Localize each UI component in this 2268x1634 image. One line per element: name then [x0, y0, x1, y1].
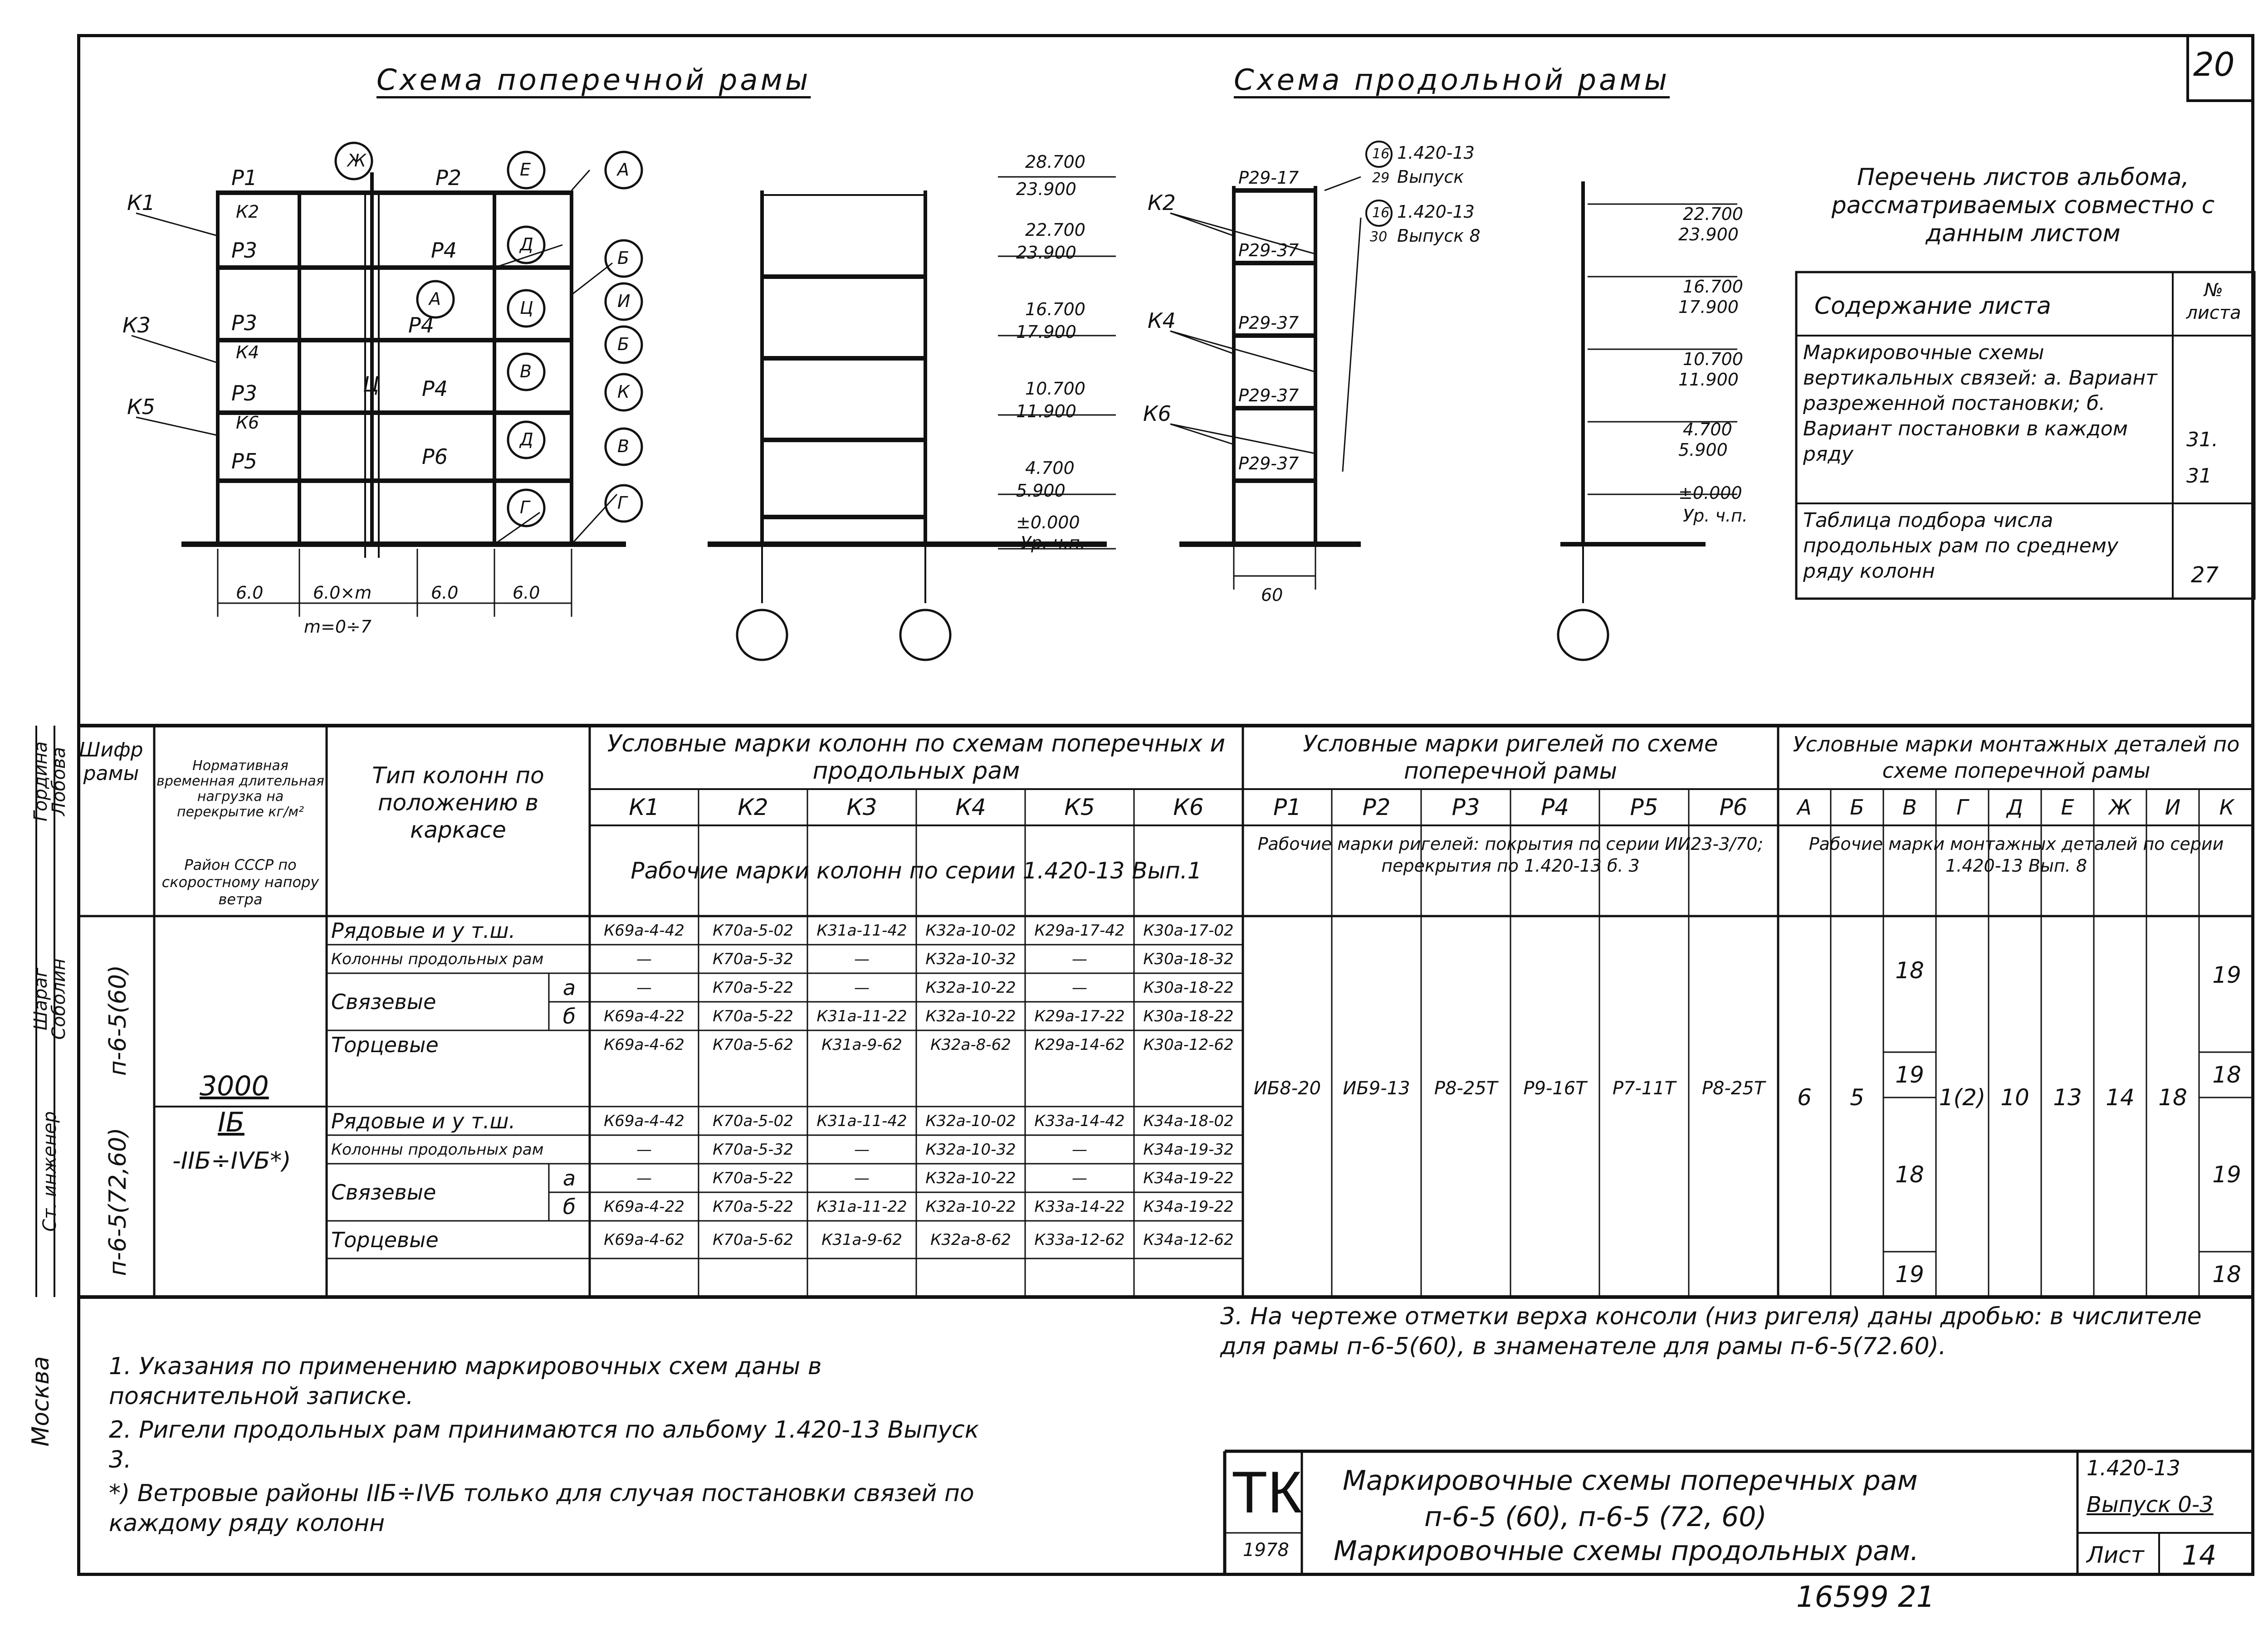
frame-code-1: п-6-5(60) [104, 965, 132, 1076]
th-det-series: Рабочие марки монтажных деталей по серии 1.420-13 Вып. 8 [1809, 834, 2224, 876]
sheet-list-row-1-no: 31. 31 [2186, 428, 2218, 488]
column-mark-cell: — [1072, 1140, 1087, 1159]
th-det-a: А [1797, 795, 1812, 819]
column-mark-cell: К29а-17-42 [1034, 921, 1125, 940]
signature-2: Лобова [49, 747, 69, 816]
axis-circle-b2: Б [617, 334, 630, 354]
long-beam-2: Р29-37 [1238, 240, 1299, 260]
sheet-list-row-2-no: 27 [2191, 562, 2219, 588]
column-mark-cell: К31а-11-42 [816, 921, 907, 940]
beam-label-k6: К6 [236, 413, 259, 433]
column-mark-cell: К34а-19-32 [1143, 1140, 1234, 1159]
sheet-label: Лист [2087, 1542, 2144, 1568]
column-mark-cell: К31а-9-62 [821, 1035, 902, 1054]
det-value-k-1: 19 [2212, 962, 2241, 988]
column-mark-cell: К32а-10-32 [925, 1140, 1016, 1159]
th-col-group: Условные марки колонн по схемам поперечных и продольных рам [607, 730, 1226, 785]
elev-3-bottom: 17.900 [1016, 322, 1076, 342]
column-mark-cell: — [854, 978, 870, 997]
th-type: Тип колонн по положению в каркасе [372, 762, 544, 843]
column-mark-cell: К31а-11-22 [816, 1197, 907, 1216]
span-3: 6.0 [431, 583, 459, 603]
long-beam-3: Р29-37 [1238, 313, 1299, 333]
elev-5-top: 4.700 [1025, 458, 1075, 478]
long-col-k2: К2 [1148, 190, 1176, 215]
column-mark-cell: К34а-19-22 [1143, 1197, 1234, 1216]
ref-2-series: 1.420-13 [1397, 202, 1475, 222]
det-value-g: 1(2) [1939, 1084, 1986, 1111]
det-value-a: 6 [1797, 1084, 1812, 1111]
column-mark-cell: К70а-5-62 [713, 1230, 793, 1249]
th-col-k4: К4 [955, 794, 986, 820]
column-mark-cell: — [854, 1169, 870, 1187]
beam-label-k2: К2 [236, 202, 259, 222]
beam-label-p5: Р5 [231, 449, 258, 473]
column-mark-cell: К69а-4-42 [604, 1112, 684, 1130]
side-elev-2-bottom: 17.900 [1678, 297, 1739, 317]
signature-1: Гордина [30, 741, 51, 822]
ref-1-circle: 16 [1372, 146, 1390, 162]
column-mark-cell: К70а-5-62 [713, 1035, 793, 1054]
long-beam-5: Р29-37 [1238, 454, 1299, 473]
column-mark-cell: — [854, 1140, 870, 1159]
column-mark-cell: К32а-10-22 [925, 1197, 1016, 1216]
column-mark-cell: К29а-14-62 [1034, 1035, 1125, 1054]
beam-label-p3: Р3 [231, 238, 258, 263]
column-mark-cell: К69а-4-42 [604, 921, 684, 940]
ref-2-circle: 16 [1372, 205, 1390, 221]
column-mark-cell: К30а-12-62 [1143, 1035, 1234, 1054]
column-mark-cell: К30а-17-02 [1143, 921, 1234, 940]
th-det-v: В [1902, 795, 1917, 819]
det-value-e: 13 [2053, 1084, 2082, 1111]
sheet-number: 14 [2182, 1540, 2217, 1571]
th-col-k1: К1 [629, 794, 660, 820]
beam-label-p4-2: Р4 [422, 376, 448, 401]
det-value-b: 5 [1850, 1084, 1864, 1111]
title-year: 1978 [1243, 1540, 1289, 1561]
axis-circle-d: Д [520, 234, 533, 254]
column-mark-cell: К32а-8-62 [930, 1230, 1011, 1249]
det-value-v-2: 19 [1895, 1062, 1924, 1088]
load-region: IБ [218, 1107, 244, 1138]
th-load: Нормативная временная длительная нагрузка на перекрытие кг/м² [156, 758, 324, 820]
axis-circle-a2: А [429, 289, 441, 309]
beam-value-p6: Р8-25Т [1701, 1078, 1765, 1099]
col-label-k5: К5 [127, 395, 155, 419]
column-mark-cell: К70а-5-02 [713, 921, 793, 940]
ref-1-series: 1.420-13 [1397, 143, 1475, 163]
column-mark-cell: К29а-17-22 [1034, 1007, 1125, 1025]
load-value: 3000 [200, 1070, 269, 1102]
axis-circle-ts: Ц [520, 298, 533, 318]
column-mark-cell: К70а-5-22 [713, 978, 793, 997]
column-mark-cell: К34а-18-02 [1143, 1112, 1234, 1130]
column-mark-cell: К70а-5-32 [713, 1140, 793, 1159]
column-mark-cell: К69а-4-62 [604, 1230, 684, 1249]
column-mark-cell: К69а-4-22 [604, 1197, 684, 1216]
column-mark-cell: К33а-12-62 [1034, 1230, 1125, 1249]
row-subtype: б [562, 1004, 576, 1029]
title-line-3: Маркировочные схемы продольных рам. [1334, 1535, 1919, 1567]
axis-circle-g2: Г [617, 493, 627, 513]
beam-value-p2: ИБ9-13 [1343, 1078, 1410, 1099]
m-range: m=0÷7 [304, 617, 372, 637]
det-value-k-4: 18 [2212, 1261, 2241, 1288]
city: Москва [27, 1356, 54, 1447]
series-number: 1.420-13 [2087, 1456, 2180, 1480]
axis-circle-d2: Д [520, 429, 533, 449]
side-elev-4-bottom: 5.900 [1678, 440, 1728, 460]
column-mark-cell: — [636, 1140, 652, 1159]
frame-code-2: п-6-5(72,60) [104, 1127, 132, 1276]
det-value-zh: 14 [2106, 1084, 2135, 1111]
th-det-d: Д [2007, 795, 2023, 819]
column-mark-cell: К31а-9-62 [821, 1230, 902, 1249]
row-type: Колонны продольных рам [331, 950, 544, 968]
axis-circle-zh: Ж [347, 151, 366, 171]
note-star: *) Ветровые районы IIБ÷IVБ только для случая постановки связей по каждому ряду колонн [109, 1480, 974, 1537]
long-beam-1: Р29-17 [1238, 168, 1299, 188]
column-mark-cell: — [1072, 950, 1087, 968]
column-mark-cell: К31а-11-42 [816, 1112, 907, 1130]
org-logo: ТК [1232, 1459, 1302, 1525]
det-value-v-4: 19 [1895, 1261, 1924, 1288]
row-type: Связевые [331, 1180, 436, 1205]
det-value-d: 10 [2000, 1084, 2029, 1111]
col-label-k1: К1 [127, 190, 155, 215]
th-beam-group: Условные марки ригелей по схеме поперечной рамы [1303, 731, 1718, 784]
signature-5: Ст. инженер [39, 1111, 60, 1232]
th-det-zh: Ж [2109, 795, 2131, 819]
beam-label-p3-2: Р3 [231, 311, 258, 335]
beam-label-p2: Р2 [435, 166, 462, 190]
long-beam-4: Р29-37 [1238, 385, 1299, 405]
elev-1-bottom: 23.900 [1016, 179, 1076, 199]
det-value-v-1: 18 [1895, 957, 1924, 984]
column-mark-cell: К32а-8-62 [930, 1035, 1011, 1054]
mid-mark: Ц [363, 372, 379, 396]
sheet-list-row-1: Маркировочные схемы вертикальных связей: а. Вариант разреженной постановки; б. Вариант постановки в каждом ряду [1803, 341, 2157, 466]
det-value-v-3: 18 [1895, 1161, 1924, 1188]
column-mark-cell: К32а-10-32 [925, 950, 1016, 968]
column-mark-cell: — [1072, 978, 1087, 997]
note-1: 1. Указания по применению маркировочных схем даны в пояснительной записке. [109, 1353, 822, 1410]
span-1: 6.0 [236, 583, 264, 603]
column-mark-cell: — [854, 950, 870, 968]
th-beam-p4: Р4 [1541, 794, 1569, 820]
th-col-k5: К5 [1064, 794, 1095, 820]
elev-3-top: 16.700 [1025, 299, 1085, 319]
th-col-series: Рабочие марки колонн по серии 1.420-13 Вып.1 [631, 858, 1202, 884]
column-mark-cell: К70а-5-02 [713, 1112, 793, 1130]
axis-circle-a: А [617, 160, 629, 180]
col-label-k3: К3 [122, 313, 151, 337]
column-mark-cell: — [636, 978, 652, 997]
row-type: Рядовые и у т.ш. [331, 1108, 516, 1133]
sheet-list-col-no: № листа [2186, 280, 2241, 323]
th-col-k2: К2 [738, 794, 768, 820]
th-beam-p1: Р1 [1273, 794, 1301, 820]
axis-circle-i: И [617, 291, 631, 311]
beam-label-p3-3: Р3 [231, 381, 258, 405]
column-mark-cell: К32а-10-02 [925, 1112, 1016, 1130]
elev-6-bottom: Ур. ч.п. [1021, 533, 1085, 553]
row-type: Связевые [331, 990, 436, 1014]
signature-3: Шараг [30, 967, 51, 1031]
column-mark-cell: К70а-5-32 [713, 950, 793, 968]
column-mark-cell: К30а-18-32 [1143, 950, 1234, 968]
th-region: Район СССР по скоростному напору ветра [161, 856, 319, 908]
column-mark-cell: К34а-12-62 [1143, 1230, 1234, 1249]
axis-circle-e: Е [520, 160, 531, 180]
row-type: Рядовые и у т.ш. [331, 918, 516, 943]
th-frame: Шифр рамы [79, 738, 143, 785]
th-det-g: Г [1956, 795, 1968, 819]
beam-value-p3: Р8-25Т [1434, 1078, 1498, 1099]
elev-2-bottom: 23.900 [1016, 243, 1076, 263]
column-mark-cell: К32а-10-22 [925, 1007, 1016, 1025]
column-mark-cell: К69а-4-22 [604, 1007, 684, 1025]
side-elev-3-top: 10.700 [1683, 349, 1743, 369]
beam-value-p4: Р9-16Т [1523, 1078, 1587, 1099]
beam-label-p6: Р6 [422, 444, 448, 469]
th-det-k: К [2219, 795, 2234, 819]
long-col-k6: К6 [1143, 401, 1171, 426]
ref-1-circle2: 29 [1372, 170, 1390, 186]
side-elev-1-bottom: 23.900 [1678, 224, 1739, 244]
long-span: 60 [1261, 585, 1283, 605]
side-elev-2-top: 16.700 [1683, 277, 1743, 297]
beam-label-p4-3: Р4 [408, 313, 435, 337]
th-beam-series: Рабочие марки ригелей: покрытия по серии ИИ23-3/70; перекрытия по 1.420-13 б. 3 [1257, 834, 1764, 876]
beam-value-p5: Р7-11Т [1612, 1078, 1676, 1099]
column-mark-cell: К32а-10-22 [925, 978, 1016, 997]
column-mark-cell: К70а-5-22 [713, 1197, 793, 1216]
th-col-k6: К6 [1173, 794, 1204, 820]
elev-2-top: 22.700 [1025, 220, 1085, 240]
stamp-number: 16599 21 [1796, 1580, 1935, 1614]
long-col-k4: К4 [1148, 308, 1176, 333]
note-2: 2. Ригели продольных рам принимаются по альбому 1.420-13 Выпуск 3. [109, 1416, 979, 1473]
column-mark-cell: К30а-18-22 [1143, 1007, 1234, 1025]
transverse-scheme-title: Схема поперечной рамы [376, 63, 811, 97]
row-type: Торцевые [331, 1032, 439, 1057]
axis-circle-v: В [520, 361, 532, 381]
det-value-k-3: 19 [2212, 1161, 2241, 1188]
axis-circle-g: Г [520, 498, 530, 517]
column-mark-cell: К69а-4-62 [604, 1035, 684, 1054]
span-2: 6.0×m [313, 583, 372, 603]
sheet-list-col-content: Содержание листа [1814, 293, 2051, 320]
longitudinal-scheme-title: Схема продольной рамы [1234, 63, 1670, 97]
th-det-i: И [2165, 795, 2181, 819]
side-elev-1-top: 22.700 [1683, 204, 1743, 224]
note-3: 3. На чертеже отметки верха консоли (низ ригеля) даны дробью: в числителе для рамы п-6-5(60), в знаменателе для рамы п-6-5(72.60). [1220, 1303, 2202, 1360]
row-subtype: б [562, 1194, 576, 1219]
th-beam-p5: Р5 [1630, 794, 1658, 820]
side-elev-3-bottom: 11.900 [1678, 370, 1739, 390]
issue-number: Выпуск 0-3 [2087, 1492, 2214, 1517]
sheet-list-row-2: Таблица подбора числа продольных рам по среднему ряду колонн [1803, 509, 2118, 583]
column-mark-cell: — [1072, 1169, 1087, 1187]
column-mark-cell: К70а-5-22 [713, 1007, 793, 1025]
th-det-e: Е [2061, 795, 2074, 819]
ref-2-circle2: 30 [1370, 229, 1388, 245]
ref-2-issue: Выпуск 8 [1397, 226, 1481, 246]
elev-6-top: ±0.000 [1016, 512, 1080, 532]
elev-5-bottom: 5.900 [1016, 481, 1066, 501]
column-mark-cell: К70а-5-22 [713, 1169, 793, 1187]
column-mark-cell: К33а-14-22 [1034, 1197, 1125, 1216]
column-mark-cell: — [636, 950, 652, 968]
row-type: Торцевые [331, 1227, 439, 1252]
column-mark-cell: К31а-11-22 [816, 1007, 907, 1025]
column-mark-cell: — [636, 1169, 652, 1187]
beam-value-p1: ИБ8-20 [1253, 1078, 1321, 1099]
side-elev-5-bottom: Ур. ч.п. [1683, 506, 1748, 526]
ref-1-issue: Выпуск [1397, 167, 1464, 187]
th-col-k3: К3 [846, 794, 877, 820]
signature-4: Соболин [49, 958, 69, 1040]
column-mark-cell: К33а-14-42 [1034, 1112, 1125, 1130]
det-value-i: 18 [2158, 1084, 2187, 1111]
column-mark-cell: К32а-10-22 [925, 1169, 1016, 1187]
elev-4-top: 10.700 [1025, 379, 1085, 399]
row-type: Колонны продольных рам [331, 1140, 544, 1159]
sheet-list-heading: Перечень листов альбома, рассматриваемых совместно с данным листом [1831, 164, 2215, 247]
side-elev-4-top: 4.700 [1683, 419, 1732, 439]
th-beam-p6: Р6 [1719, 794, 1748, 820]
th-det-b: Б [1850, 795, 1864, 819]
column-mark-cell: К32а-10-02 [925, 921, 1016, 940]
axis-circle-v2: В [617, 436, 630, 456]
page-number: 20 [2193, 45, 2235, 83]
th-det-group: Условные марки монтажных деталей по схеме поперечной рамы [1793, 732, 2240, 783]
th-beam-p3: Р3 [1452, 794, 1480, 820]
beam-label-p1: Р1 [231, 166, 258, 190]
load-region-2: -IIБ÷IVБ*) [172, 1147, 291, 1175]
beam-label-k4: К4 [236, 342, 259, 362]
beam-label-p4: Р4 [431, 238, 457, 263]
th-beam-p2: Р2 [1362, 794, 1391, 820]
side-elev-5-top: ±0.000 [1678, 483, 1742, 503]
column-mark-cell: К30а-18-22 [1143, 978, 1234, 997]
elev-4-bottom: 11.900 [1016, 401, 1076, 421]
axis-circle-b: Б [617, 248, 630, 268]
axis-circle-k: К [617, 382, 630, 402]
title-line-2: п-6-5 (60), п-6-5 (72, 60) [1424, 1501, 1767, 1533]
title-line-1: Маркировочные схемы поперечных рам [1343, 1465, 1918, 1497]
span-4: 6.0 [513, 583, 540, 603]
elev-1-top: 28.700 [1025, 152, 1085, 172]
column-mark-cell: К34а-19-22 [1143, 1169, 1234, 1187]
row-subtype: а [562, 1166, 576, 1190]
det-value-k-2: 18 [2212, 1062, 2241, 1088]
row-subtype: а [562, 975, 576, 1000]
